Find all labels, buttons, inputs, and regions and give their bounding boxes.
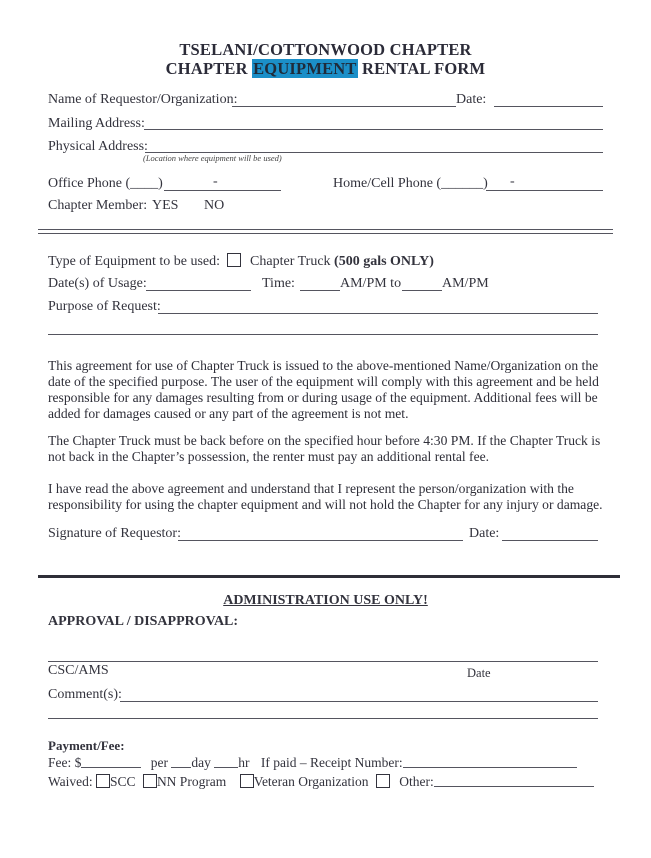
comments-field[interactable]	[120, 701, 598, 702]
scc-label: SCC	[110, 774, 136, 789]
home-phone-label: Home/Cell Phone (______)	[333, 176, 488, 191]
payment-heading: Payment/Fee:	[48, 738, 125, 753]
waived-row	[48, 774, 594, 790]
chapter-truck-option: Chapter Truck	[250, 254, 335, 269]
other-checkbox[interactable]	[376, 774, 390, 788]
other-label: Other:	[399, 774, 434, 789]
signature-field[interactable]	[178, 540, 463, 541]
waived-label: Waived:	[48, 774, 93, 789]
mailing-address-label: Mailing Address:	[48, 116, 145, 131]
physical-address-label: Physical Address:	[48, 139, 148, 154]
title-suffix: RENTAL FORM	[357, 59, 486, 78]
name-label: Name of Requestor/Organization:	[48, 92, 238, 107]
other-field[interactable]	[434, 774, 594, 787]
title-highlight: EQUIPMENT	[253, 59, 357, 78]
per-day-field[interactable]	[171, 755, 191, 768]
approval-signature-field[interactable]	[48, 661, 598, 662]
member-no-option[interactable]: NO	[204, 198, 225, 213]
per-hr-field[interactable]	[214, 755, 238, 768]
ampm-label: AM/PM	[442, 276, 489, 291]
ampm-to-label: AM/PM to	[340, 276, 402, 291]
signature-label: Signature of Requestor:	[48, 526, 181, 541]
chapter-member-label: Chapter Member:	[48, 198, 148, 213]
scc-checkbox[interactable]	[96, 774, 110, 788]
csc-ams-label: CSC/AMS	[48, 663, 109, 678]
purpose-field[interactable]	[158, 313, 598, 314]
fee-label: Fee: $	[48, 755, 82, 770]
fee-amount-field[interactable]	[81, 755, 141, 768]
form-title-line1: TSELANI/COTTONWOOD CHAPTER	[179, 40, 472, 59]
office-phone-field[interactable]	[164, 190, 281, 191]
date-field[interactable]	[494, 106, 603, 107]
fee-row	[48, 755, 577, 771]
chapter-truck-capacity: (500 gals ONLY)	[334, 254, 434, 269]
time-label: Time:	[262, 276, 295, 291]
usage-dates-label: Date(s) of Usage:	[48, 276, 147, 291]
admin-divider	[38, 575, 620, 578]
nn-program-label: NN Program	[156, 774, 227, 789]
mailing-address-field[interactable]	[144, 129, 603, 130]
agreement-paragraph-1: This agreement for use of Chapter Truck is issued to the above-mentioned Name/Organization on the date of the specified purpose. The user of the equipment will comply with this agreement and be held responsible for any damages resulting from or during usage of the equipment. Additional fees will be added for damages caused or any part of the agreement is not met.	[48, 358, 599, 421]
hr-label: hr	[238, 755, 250, 770]
agreement-paragraph-3: I have read the above agreement and understand that I represent the person/organization with the responsibility for using the chapter equipment and will not hold the Chapter for any injury or damage.	[48, 481, 603, 512]
time-end-field[interactable]	[402, 290, 442, 291]
office-phone-dash: -	[213, 174, 218, 189]
admin-heading: ADMINISTRATION USE ONLY!	[223, 593, 428, 608]
veteran-org-checkbox[interactable]	[240, 774, 254, 788]
approval-label: APPROVAL / DISAPPROVAL:	[48, 614, 239, 629]
physical-address-note: (Location where equipment will be used)	[143, 153, 282, 163]
member-yes-option[interactable]: YES	[152, 198, 179, 213]
purpose-field-line2[interactable]	[48, 334, 598, 335]
receipt-label: If paid – Receipt Number:	[260, 755, 403, 770]
nn-program-checkbox[interactable]	[143, 774, 157, 788]
veteran-org-label: Veteran Organization	[253, 774, 369, 789]
comments-label: Comment(s):	[48, 687, 122, 702]
chapter-truck-checkbox[interactable]	[227, 253, 241, 267]
equipment-type-text: Type of Equipment to be used:	[48, 254, 221, 269]
signature-date-label: Date:	[469, 526, 500, 541]
usage-dates-field[interactable]	[146, 290, 251, 291]
agreement-paragraph-2: The Chapter Truck must be back before on the specified hour before 4:30 PM. If the Chapter Truck is not back in the Chapter’s possession, the renter must pay an additional rental fee.	[48, 433, 601, 464]
office-phone-label: Office Phone (____)	[48, 176, 163, 191]
purpose-label: Purpose of Request:	[48, 299, 161, 314]
title-prefix: CHAPTER	[165, 59, 253, 78]
section-divider	[38, 229, 613, 234]
day-label: day	[191, 755, 211, 770]
approval-date-label: Date	[467, 666, 491, 680]
time-start-field[interactable]	[300, 290, 340, 291]
home-phone-dash: -	[510, 174, 515, 189]
comments-field-line2[interactable]	[48, 718, 598, 719]
per-label: per	[150, 755, 168, 770]
date-label: Date:	[456, 92, 487, 107]
name-field[interactable]	[232, 106, 456, 107]
equipment-type-label	[48, 253, 434, 270]
receipt-number-field[interactable]	[403, 755, 577, 768]
signature-date-field[interactable]	[502, 540, 598, 541]
form-title-line2	[0, 59, 651, 79]
home-phone-field[interactable]	[486, 190, 603, 191]
